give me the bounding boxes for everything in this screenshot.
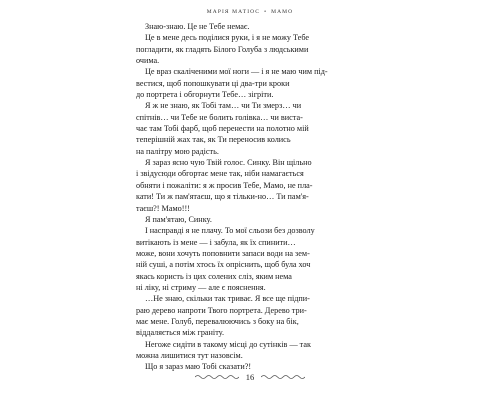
text-line: Це в мене десь поділися руки, і я не можу Тебе: [145, 33, 310, 43]
text-line: І насправді я не плачу. То мої сльози без дозволу: [145, 226, 315, 236]
text-line: на палітру мою радість.: [136, 146, 219, 156]
header-separator: •: [264, 9, 268, 15]
text-line: можна лишитися тут назовсім.: [136, 350, 243, 360]
text-line: Знаю-знаю. Це не Тебе немає.: [145, 22, 250, 31]
left-wave-ornament-icon: [195, 374, 239, 380]
text-line: таєш?! Мамо!!!: [136, 203, 190, 213]
text-line: чає там Тобі фарб, щоб перенести на полотно мій: [136, 124, 309, 134]
text-line: Я зараз ясно чую Твій голос. Синку. Він щільно: [145, 158, 312, 168]
running-header: [0, 9, 500, 15]
text-line: Що я зараз маю Тобі сказати?!: [145, 362, 252, 372]
text-line: і звідусюди обгортає мене так, ніби намагається: [136, 169, 304, 179]
text-line: витікають із мене — і забула, як їх спинити…: [136, 237, 296, 247]
page-number: 16: [245, 372, 255, 382]
text-line: до портрета і обгорнути Тебе… зігріти.: [136, 90, 274, 100]
text-line: ній суші, а потім хтось їх опріснить, щоб була хоч: [136, 260, 311, 270]
text-line: має мене. Голуб, перевалюючись з боку на бік,: [136, 316, 299, 326]
text-line: …Не знаю, скільки так триває. Я все ще підпи-: [145, 294, 310, 304]
header-author: МАРІЯ МАТІОС: [206, 9, 261, 15]
text-line: Негоже сидіти в такому місці до сутінків — так: [145, 339, 311, 349]
text-line: вестися, щоб попошкувати ці два-три кроки: [136, 78, 290, 88]
text-line: віддаляється між граніту.: [136, 328, 224, 338]
text-line: теперішній жах так, як Ти переносив колись: [136, 135, 291, 145]
text-line: Я ж не знаю, як Тобі там… чи Ти змерз… чи: [145, 101, 302, 111]
text-line: Я пам'ятаю, Синку.: [145, 214, 212, 224]
text-line: раю дерево напроти Твого портрета. Дерево три-: [136, 305, 307, 315]
text-line: очима.: [136, 56, 160, 66]
text-line: може, вони хочуть поповнити запаси води на зем-: [136, 248, 310, 258]
page-footer: [0, 370, 500, 384]
text-line: кати! Ти ж пам'ятаєш, що я тільки-но… Ти пам'я-: [136, 192, 309, 202]
text-line: спітнів… чи Тебе не болить голівка… чи виста-: [136, 112, 303, 122]
text-line: якась користь із цих солених сліз, яким нема: [136, 271, 292, 281]
right-wave-ornament-icon: [261, 374, 305, 380]
body-text: [136, 21, 360, 373]
header-title: МАМО: [271, 9, 294, 15]
text-line: ні ліку, ні стриму — але є пояснення.: [136, 282, 266, 292]
text-line: обняти і пожаліти: я ж просив Тебе, Мамо, не пла-: [136, 180, 313, 190]
text-line: погладити, як гладять Білого Голуба з людськими: [136, 44, 309, 54]
text-line: Це враз скаліченими мої ноги — і я не маю чим під-: [145, 67, 328, 77]
